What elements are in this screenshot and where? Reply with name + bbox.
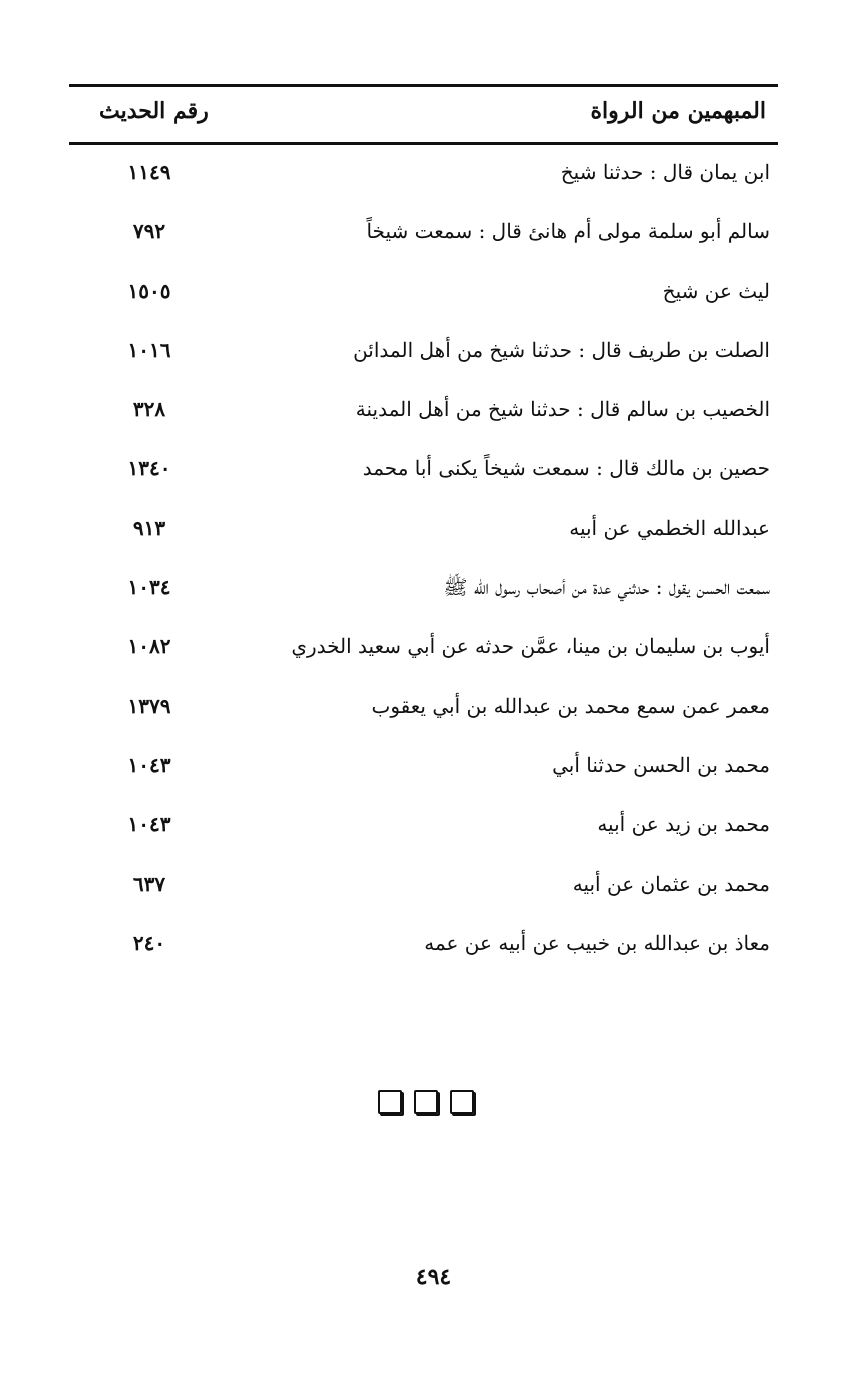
page-number: ٤٩٤ — [415, 1264, 452, 1290]
narrator-name: الخصيب بن سالم قال : حدثنا شيخ من أهل المدينة — [355, 397, 770, 422]
hadith-number: ١٠٤٣ — [127, 812, 171, 837]
narrator-name: محمد بن الحسن حدثنا أبي — [552, 752, 770, 777]
narrator-name: عبدالله الخطمي عن أبيه — [569, 515, 770, 540]
hadith-number: ١٠٨٢ — [127, 634, 171, 659]
table-top-rule — [69, 84, 778, 87]
narrator-name: ابن يمان قال : حدثنا شيخ — [560, 160, 770, 184]
table-row — [69, 622, 778, 681]
table-row — [69, 326, 778, 385]
narrator-name: معمر عمن سمع محمد بن عبدالله بن أبي يعقوب — [371, 693, 770, 718]
hadith-number: ١٥٠٥ — [127, 278, 171, 303]
table-row — [69, 800, 778, 859]
hadith-number: ١٠١٦ — [127, 337, 171, 362]
header-hadith-number-column: رقم الحديث — [99, 98, 209, 124]
table-row — [69, 563, 778, 622]
ornament-square-icon — [450, 1090, 474, 1114]
table-row — [69, 682, 778, 741]
table-row — [69, 207, 778, 266]
narrator-name: الصلت بن طريف قال : حدثنا شيخ من أهل المدائن — [353, 337, 770, 362]
hadith-number: ١٠٤٣ — [127, 752, 171, 777]
table-row — [69, 444, 778, 503]
narrator-name: أيوب بن سليمان بن مينا، عمَّن حدثه عن أبي سعيد الخدري — [291, 634, 770, 659]
narrator-name: محمد بن زيد عن أبيه — [597, 812, 770, 837]
table-header — [69, 92, 778, 138]
table-body — [69, 148, 778, 978]
hadith-number: ١٠٣٤ — [127, 575, 171, 600]
hadith-number: ١٣٤٠ — [127, 456, 171, 481]
hadith-number: ٢٤٠ — [132, 930, 166, 955]
table-row — [69, 860, 778, 919]
hadith-number: ٩١٣ — [132, 515, 166, 540]
table-row — [69, 504, 778, 563]
table-row — [69, 267, 778, 326]
hadith-number: ٧٩٢ — [132, 219, 166, 244]
hadith-number: ١٣٧٩ — [127, 693, 171, 718]
narrator-name: ليث عن شيخ — [662, 278, 770, 303]
narrator-name: محمد بن عثمان عن أبيه — [572, 871, 770, 896]
table-row — [69, 148, 778, 207]
table-header-rule — [69, 142, 778, 145]
hadith-number: ٣٢٨ — [132, 397, 166, 422]
narrator-name: معاذ بن عبدالله بن خبيب عن أبيه عن عمه — [424, 930, 770, 955]
narrator-name: حصين بن مالك قال : سمعت شيخاً يكنى أبا محمد — [362, 456, 770, 481]
ornament-square-icon — [378, 1090, 402, 1114]
narrator-name: سمعت الحسن يقول : حدثني عدة من أصحاب رسول الله ﷺ — [443, 575, 770, 600]
header-narrators-column: المبهمين من الرواة — [590, 98, 766, 124]
ornament-square-icon — [414, 1090, 438, 1114]
narrator-name: سالم أبو سلمة مولى أم هانئ قال : سمعت شيخاً — [366, 219, 770, 244]
hadith-number: ٦٣٧ — [132, 871, 166, 896]
table-row — [69, 385, 778, 444]
table-row — [69, 741, 778, 800]
section-end-ornament — [378, 1090, 488, 1116]
table-row — [69, 919, 778, 978]
hadith-number: ١١٤٩ — [127, 160, 171, 184]
